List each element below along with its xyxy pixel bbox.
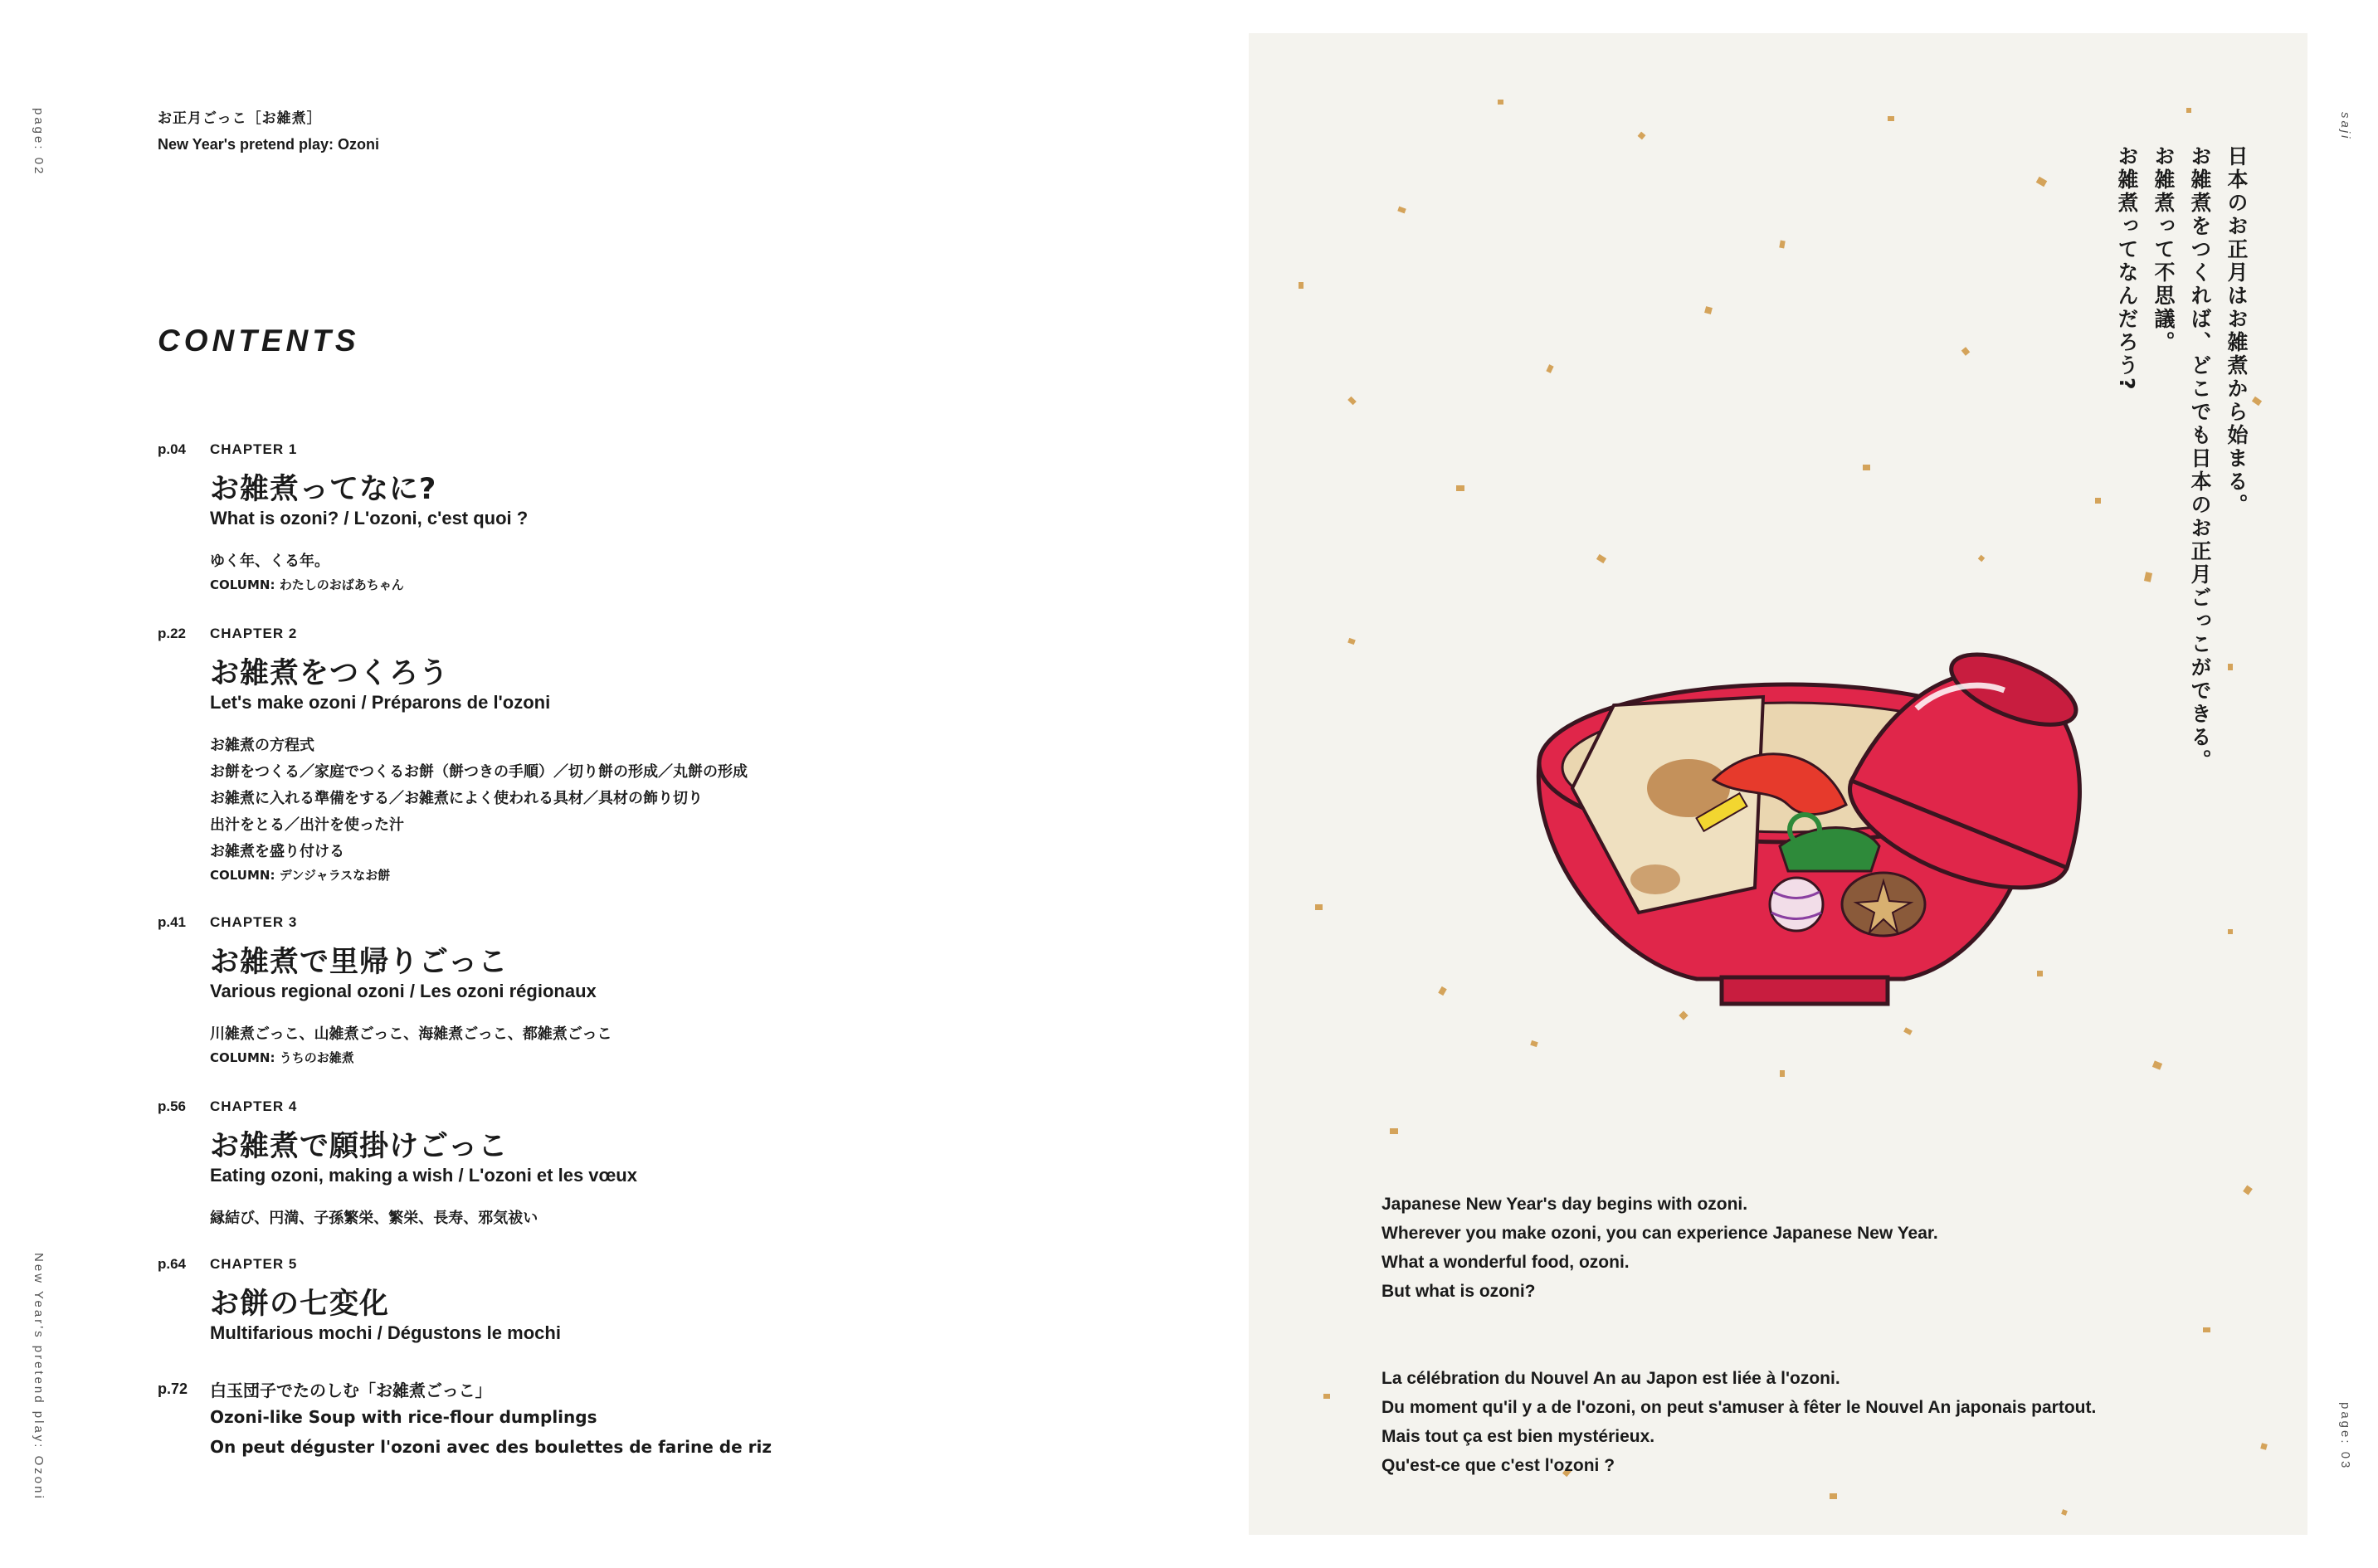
intro-fr-line: Du moment qu'il y a de l'ozoni, on peut s'amuser à fêter le Nouvel An japonais partout. (1381, 1398, 2097, 1417)
column-text: デンジャラスなお餅 (279, 868, 391, 883)
intro-en-line: Wherever you make ozoni, you can experience Japanese New Year. (1381, 1224, 1938, 1243)
right-page (1189, 0, 2378, 1568)
column-text: うちのお雑煮 (279, 1050, 354, 1065)
intro-fr-text (1381, 1369, 2253, 1485)
gold-fleck (2095, 498, 2101, 504)
washi-paper-background (1249, 33, 2307, 1535)
gold-fleck (1961, 347, 1971, 356)
column-label: COLUMN: (210, 577, 275, 592)
chapter-sub: お雑煮を盛り付ける (210, 843, 344, 860)
gold-fleck (2228, 929, 2233, 934)
gold-fleck (2260, 1443, 2268, 1450)
chapter-page: p.22 (158, 626, 187, 641)
gold-fleck (1704, 306, 1713, 314)
gold-fleck (1779, 241, 1785, 249)
gold-fleck (1596, 554, 1606, 563)
gold-fleck (1438, 986, 1447, 996)
gold-fleck (1978, 555, 1985, 562)
brand-label: saji (2338, 112, 2352, 141)
gold-fleck (1456, 485, 1464, 491)
gold-fleck (1390, 1128, 1398, 1134)
page-number-right: page: 03 (2338, 1402, 2352, 1471)
chapter-title-jp: お雑煮で里帰りごっこ (210, 946, 509, 979)
chapter-label: CHAPTER 1 (210, 441, 298, 457)
gold-fleck (1323, 1394, 1330, 1399)
gold-fleck (2228, 664, 2233, 670)
chapter-label: CHAPTER 2 (210, 626, 298, 641)
chapter-sub: お雑煮に入れる準備をする／お雑煮によく使われる具材／具材の飾り切り (210, 790, 703, 807)
intro-jp-line-3: お雑煮って不思議。 (2151, 145, 2176, 354)
chapter-page: p.64 (158, 1256, 187, 1272)
chapter-page: p.41 (158, 914, 187, 930)
chapter-label: CHAPTER 3 (210, 914, 298, 930)
gold-fleck (2036, 177, 2048, 187)
chapter-title-jp: お雑煮ってなに? (210, 473, 437, 506)
chapter-sub: ゆく年、くる年。 (210, 553, 329, 570)
intro-fr-line: La célébration du Nouvel An au Japon est liée à l'ozoni. (1381, 1369, 1840, 1388)
gold-fleck (2186, 108, 2191, 113)
column-label: COLUMN: (210, 868, 275, 883)
chapter-title-jp: お雑煮をつくろう (210, 657, 450, 690)
extra-line-jp: 白玉団子でたのしむ「お雑煮ごっこ」 (210, 1381, 492, 1400)
chapter-title-en: What is ozoni? / L'ozoni, c'est quoi ? (210, 508, 529, 528)
extra-page: p.72 (158, 1381, 188, 1397)
chapter-1[interactable] (158, 441, 904, 591)
ozoni-bowl-illustration (1514, 639, 2112, 1087)
gold-fleck (1546, 364, 1553, 373)
chapter-3[interactable] (158, 914, 904, 1064)
chapter-sub: お雑煮の方程式 (210, 737, 314, 754)
chapter-sub: お餅をつくる／家庭でつくるお餅（餅つきの手順）／切り餅の形成／丸餅の形成 (210, 763, 748, 781)
chapter-title-en: Various regional ozoni / Les ozoni régionaux (210, 981, 597, 1001)
gold-fleck (2061, 1509, 2068, 1516)
intro-fr-line: Qu'est-ce que c'est l'ozoni ? (1381, 1456, 1615, 1475)
gold-fleck (1498, 100, 1503, 105)
chapter-sub: 縁結び、円満、子孫繁栄、繁栄、長寿、邪気祓い (210, 1210, 538, 1227)
chapter-page: p.56 (158, 1098, 187, 1114)
gold-fleck (1888, 116, 1894, 121)
chapter-title-en: Eating ozoni, making a wish / L'ozoni et les vœux (210, 1165, 637, 1186)
page-number-left: page: 02 (32, 108, 46, 177)
gold-fleck (1315, 904, 1323, 910)
side-title-left: New Year's pretend play: Ozoni (32, 1253, 46, 1501)
chapter-2[interactable] (158, 626, 904, 883)
gold-fleck (1863, 465, 1870, 470)
chapter-title-jp: お餅の七変化 (210, 1288, 390, 1321)
gold-fleck (1347, 638, 1356, 645)
chapter-page: p.04 (158, 441, 187, 457)
chapter-column (210, 866, 390, 884)
mochi-char (1630, 864, 1680, 894)
temari-fu (1770, 878, 1823, 931)
intro-en-line: What a wonderful food, ozoni. (1381, 1253, 1630, 1272)
chapter-sub: 出汁をとる／出汁を使った汁 (210, 816, 404, 834)
chapter-column (210, 1049, 354, 1066)
header-en: New Year's pretend play: Ozoni (158, 136, 380, 153)
gold-fleck (2243, 1186, 2253, 1195)
contents-title: CONTENTS (158, 324, 360, 358)
gold-fleck (2203, 1327, 2210, 1332)
gold-fleck (2144, 572, 2152, 582)
gold-fleck (1347, 397, 1357, 406)
gold-fleck (1638, 132, 1646, 140)
extra-line-fr: On peut déguster l'ozoni avec des boulettes de farine de riz (210, 1437, 772, 1457)
intro-jp-line-4: お雑煮ってなんだろう? (2115, 145, 2139, 392)
gold-fleck (1830, 1493, 1837, 1499)
bowl-foot (1722, 977, 1888, 1004)
column-label: COLUMN: (210, 1050, 275, 1065)
chapter-title-jp: お雑煮で願掛けごっこ (210, 1130, 509, 1163)
chapter-sub: 川雑煮ごっこ、山雑煮ごっこ、海雑煮ごっこ、都雑煮ごっこ (210, 1025, 612, 1043)
chapter-5[interactable] (158, 1256, 904, 1356)
gold-fleck (2152, 1060, 2162, 1069)
gold-fleck (2252, 397, 2262, 406)
gold-fleck (1397, 207, 1406, 214)
intro-en-line: Japanese New Year's day begins with ozoni. (1381, 1195, 1748, 1214)
chapter-label: CHAPTER 5 (210, 1256, 298, 1272)
gold-fleck (1299, 282, 1304, 289)
extra-line-en: Ozoni-like Soup with rice-flour dumplings (210, 1407, 597, 1427)
chapter-label: CHAPTER 4 (210, 1098, 298, 1114)
intro-en-text (1381, 1195, 2253, 1311)
intro-jp-line-2: お雑煮をつくれば、どこでも日本のお正月ごっこができる。 (2188, 145, 2212, 772)
intro-en-line: But what is ozoni? (1381, 1282, 1536, 1301)
chapter-title-en: Multifarious mochi / Dégustons le mochi (210, 1322, 561, 1343)
intro-fr-line: Mais tout ça est bien mystérieux. (1381, 1427, 1655, 1446)
chapter-4[interactable] (158, 1098, 904, 1231)
chapter-column (210, 576, 404, 593)
intro-jp-line-1: 日本のお正月はお雑煮から始まる。 (2225, 145, 2249, 517)
header-jp: お正月ごっこ［お雑煮］ (158, 110, 322, 127)
column-text: わたしのおばあちゃん (279, 577, 404, 592)
chapter-title-en: Let's make ozoni / Préparons de l'ozoni (210, 692, 551, 713)
